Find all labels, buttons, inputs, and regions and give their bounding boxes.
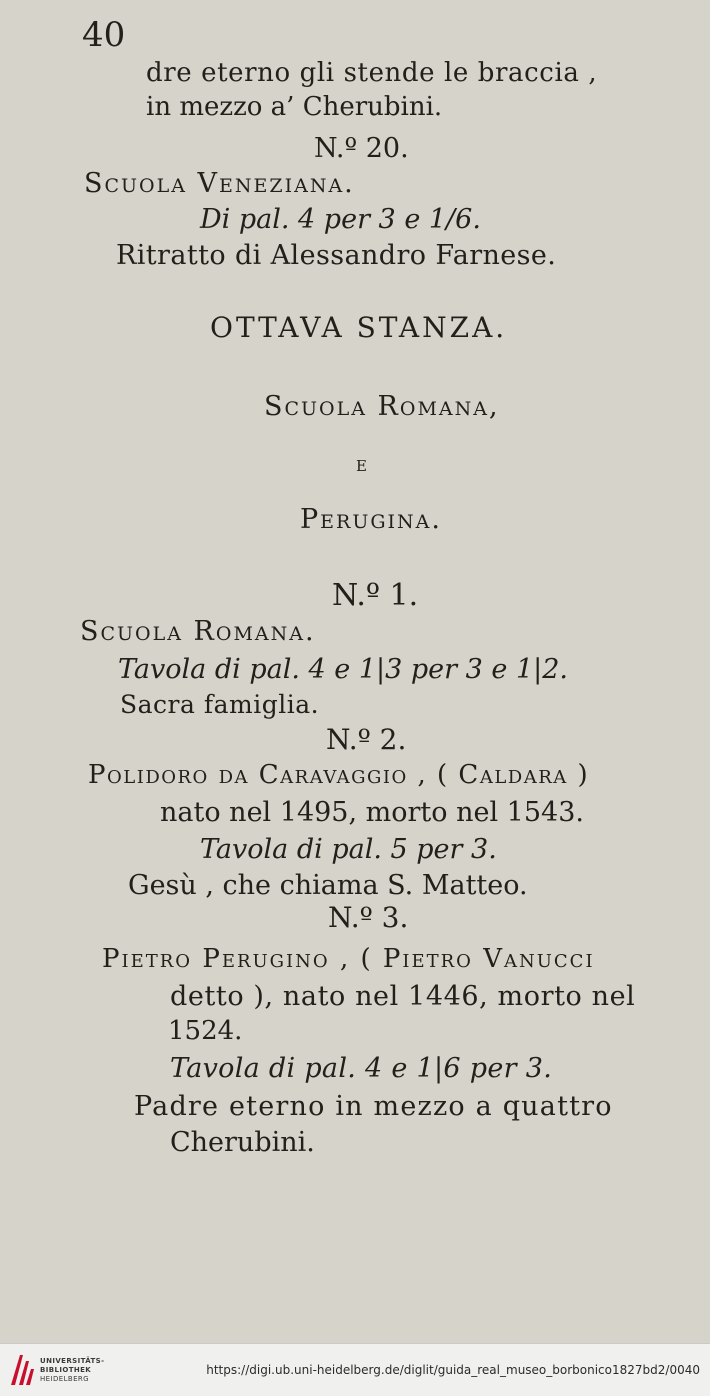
school-heading: Scuola Romana. [80, 616, 316, 647]
school-heading: Scuola Veneziana. [84, 168, 355, 199]
entry-number: N.º 20. [314, 133, 409, 164]
library-logo-icon [8, 1353, 34, 1387]
dimensions-line: Di pal. 4 per 3 e 1/6. [200, 204, 481, 235]
logo-text-line: HEIDELBERG [40, 1375, 89, 1383]
painting-title: Sacra famiglia. [120, 690, 320, 719]
dimensions-line: Tavola di pal. 4 e 1|6 per 3. [170, 1053, 553, 1084]
school-heading: Perugina. [300, 504, 442, 535]
painting-title: Cherubini. [170, 1127, 315, 1158]
dimensions-line: Tavola di pal. 5 per 3. [200, 834, 497, 865]
text-line-2: in mezzo a’ Cherubini. [146, 92, 443, 122]
logo-text-line: UNIVERSITÄTS- [40, 1357, 105, 1365]
logo-text-line: BIBLIOTHEK [40, 1366, 92, 1374]
artist-name: Polidoro da Caravaggio , ( Caldara ) [88, 760, 590, 790]
painting-title: Gesù , che chiama S. Matteo. [128, 870, 528, 901]
source-url-link[interactable]: https://digi.ub.uni-heidelberg.de/diglit/guida_real_museo_borbonico1827bd2/0040 [206, 1363, 700, 1377]
page-number: 40 [82, 15, 126, 55]
painting-title: Ritratto di Alessandro Farnese. [116, 240, 557, 271]
room-heading: OTTAVA STANZA. [210, 311, 508, 344]
artist-dates: 1524. [168, 1016, 243, 1046]
school-heading: Scuola Romana, [264, 391, 500, 422]
entry-number: N.º 2. [326, 723, 407, 756]
entry-number: N.º 3. [328, 901, 409, 934]
painting-title: Padre eterno in mezzo a quattro [134, 1091, 613, 1122]
artist-name: Pietro Perugino , ( Pietro Vanucci [102, 944, 595, 974]
entry-number: N.º 1. [332, 578, 419, 613]
artist-dates: nato nel 1495, morto nel 1543. [160, 797, 584, 828]
conjunction: e [356, 452, 369, 476]
library-footer [0, 1343, 710, 1396]
dimensions-line: Tavola di pal. 4 e 1|3 per 3 e 1|2. [118, 654, 568, 685]
text-line-1: dre eterno gli stende le braccia , [146, 58, 598, 88]
artist-dates: detto ), nato nel 1446, morto nel [170, 981, 636, 1012]
